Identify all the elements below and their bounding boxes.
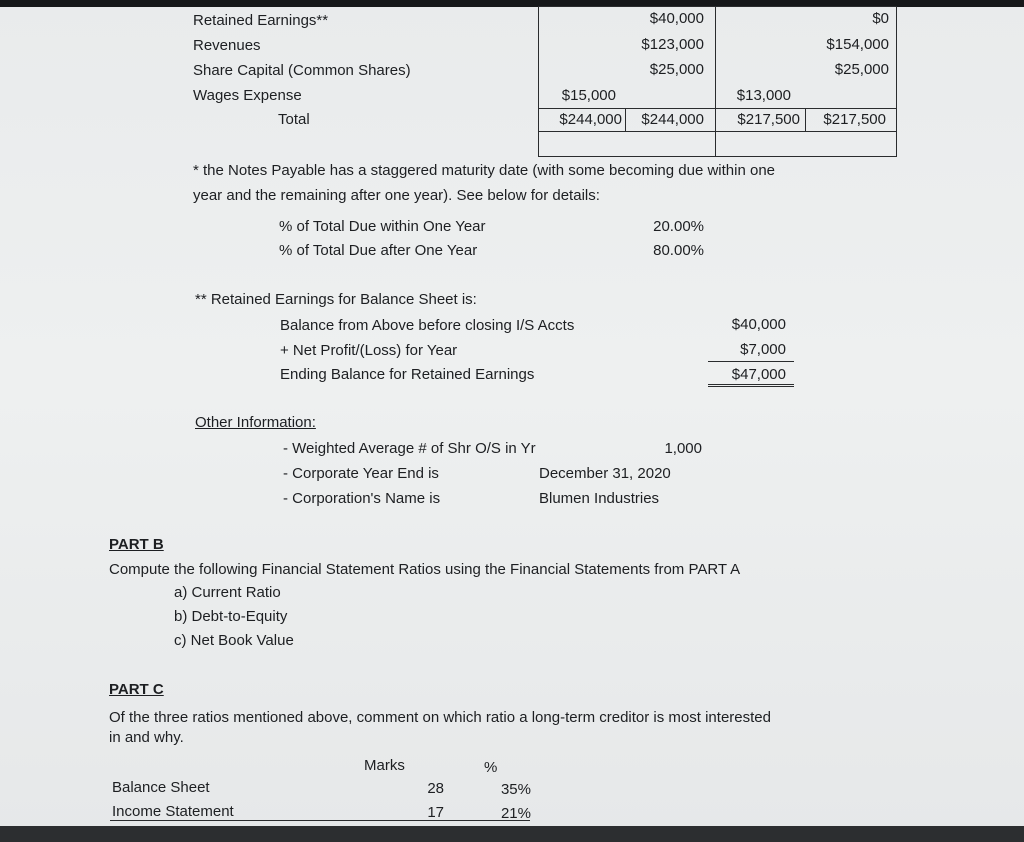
info-label: - Weighted Average # of Shr O/S in Yr	[283, 440, 536, 457]
note-item-label: + Net Profit/(Loss) for Year	[280, 342, 458, 359]
marks-row-label: Balance Sheet	[112, 779, 210, 796]
tb-total-debit: $244,000	[559, 111, 622, 128]
pct-value: 21%	[500, 805, 531, 822]
info-label: - Corporate Year End is	[283, 465, 439, 482]
tb-total-label: Total	[278, 111, 310, 128]
part-question: Of the three ratios mentioned above, comment on which ratio a long-term creditor is most interested	[109, 709, 771, 726]
ratio-item: c) Net Book Value	[174, 632, 294, 649]
note-item-value: 80.00%	[653, 242, 704, 259]
info-value: 1,000	[664, 440, 702, 457]
part-question: in and why.	[109, 729, 184, 746]
part-instruction: Compute the following Financial Statement Ratios using the Financial Statements from PART A	[109, 561, 741, 578]
subtotal-rule	[708, 361, 794, 362]
tb-row-label: Revenues	[193, 37, 261, 54]
pct-header: %	[484, 759, 498, 776]
tb-total-credit: $244,000	[641, 111, 704, 128]
marks-row-label: Income Statement	[112, 803, 234, 820]
row-divider	[110, 820, 530, 821]
tb-row-label: Retained Earnings**	[193, 12, 329, 29]
note-item-value: 20.00%	[653, 218, 704, 235]
note-item-label: % of Total Due within One Year	[279, 218, 486, 235]
note-item-value: $40,000	[731, 316, 786, 333]
total-double-rule	[708, 381, 794, 387]
tb-credit-value: $40,000	[649, 10, 704, 27]
note-heading: ** Retained Earnings for Balance Sheet is:	[195, 291, 477, 308]
info-value: Blumen Industries	[539, 490, 660, 507]
marks-value: 17	[427, 804, 444, 821]
note-item-label: Ending Balance for Retained Earnings	[280, 366, 535, 383]
tb-credit2-value: $0	[872, 10, 889, 27]
tb-row-label: Share Capital (Common Shares)	[193, 62, 411, 79]
ratio-item: b) Debt-to-Equity	[174, 608, 288, 625]
note-item-label: % of Total Due after One Year	[279, 242, 478, 259]
marks-value: 28	[427, 780, 444, 797]
marks-header: Marks	[364, 757, 405, 774]
ratio-item: a) Current Ratio	[174, 584, 281, 601]
tb-total-credit2: $217,500	[823, 111, 886, 128]
tb-credit-value: $123,000	[641, 36, 704, 53]
info-value: December 31, 2020	[539, 465, 671, 482]
part-heading: PART C	[109, 681, 164, 698]
tb-credit2-value: $25,000	[834, 61, 889, 78]
note-item-value: $47,000	[731, 366, 786, 383]
section-heading: Other Information:	[195, 414, 316, 431]
tb-empty-cell	[715, 131, 897, 157]
note-line: year and the remaining after one year). See below for details:	[193, 187, 600, 204]
info-label: - Corporation's Name is	[283, 490, 441, 507]
tb-debit-value: $15,000	[561, 87, 616, 104]
note-item-label: Balance from Above before closing I/S Accts	[280, 317, 575, 334]
photo-bottom-edge	[0, 826, 1024, 842]
tb-debit2-value: $13,000	[736, 87, 791, 104]
note-line: * the Notes Payable has a staggered maturity date (with some becoming due within one	[193, 162, 775, 179]
part-heading: PART B	[109, 536, 164, 553]
note-item-value: $7,000	[740, 341, 786, 358]
tb-empty-cell	[538, 131, 716, 157]
pct-value: 35%	[500, 781, 531, 798]
tb-credit-value: $25,000	[649, 61, 704, 78]
tb-total-debit2: $217,500	[737, 111, 800, 128]
tb-row-label: Wages Expense	[193, 87, 302, 104]
tb-credit2-value: $154,000	[826, 36, 889, 53]
